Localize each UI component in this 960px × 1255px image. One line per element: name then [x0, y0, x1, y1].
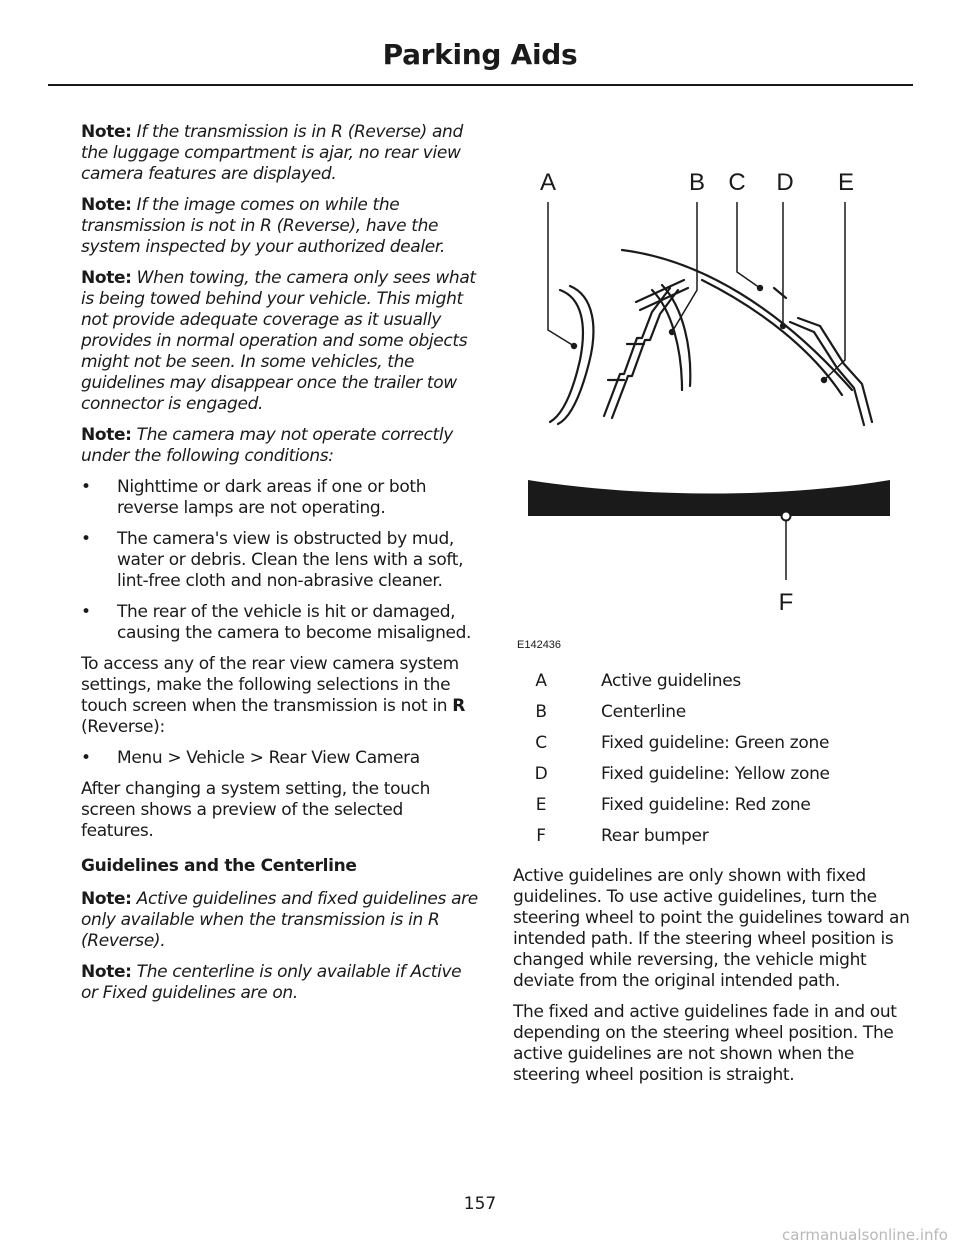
- fixed-guideline-left-inner: [612, 290, 678, 418]
- page-header-title: Parking Aids: [382, 38, 578, 71]
- access-text-post: (Reverse):: [81, 717, 165, 737]
- access-text-gear: R: [452, 696, 466, 716]
- guidelines-fade-paragraph: The fixed and active guidelines fade in and out depending on the steering wheel position. The active guidelines are not shown when the steering wheel position is straight.: [513, 1002, 897, 1085]
- note-image-not-reverse: [81, 195, 478, 258]
- rear-bumper: [528, 480, 890, 516]
- section-subheading: Guidelines and the Centerline: [81, 856, 357, 876]
- page-number: 157: [463, 1194, 497, 1214]
- left-column: [81, 122, 478, 1014]
- legend-key: B: [535, 702, 547, 722]
- guideline-arc-inner: [702, 280, 842, 395]
- callout-d-dot: [780, 323, 786, 329]
- after-change-paragraph: After changing a system setting, the touch screen shows a preview of the selected features.: [81, 779, 431, 841]
- note-text: If the image comes on while the transmission is not in R (Reverse), have the system inspected by your authorized dealer.: [81, 195, 445, 257]
- legend-value: Rear bumper: [601, 826, 709, 846]
- active-guideline-left: [550, 290, 583, 422]
- note-label: Note:: [81, 889, 132, 909]
- right-column: [513, 866, 913, 1096]
- callout-a-leader: [548, 202, 574, 346]
- legend-key: F: [536, 826, 546, 846]
- legend-key: D: [534, 764, 548, 784]
- callout-c-dot: [757, 285, 763, 291]
- legend-row: [513, 671, 913, 702]
- condition-item: • Nighttime or dark areas if one or both reverse lamps are not operating.: [81, 477, 478, 519]
- figure-label-d: D: [776, 169, 794, 196]
- access-text-pre: To access any of the rear view camera system settings, make the following selections in the touch screen when the transmission is not in: [81, 654, 459, 716]
- legend-value: Fixed guideline: Yellow zone: [601, 764, 830, 784]
- note-centerline-availability: [81, 962, 478, 1004]
- note-text: The centerline is only available if Active or Fixed guidelines are on.: [81, 962, 462, 1003]
- fixed-guideline-left: [604, 288, 670, 416]
- figure-label-b: B: [688, 169, 706, 196]
- header-divider: [48, 84, 913, 86]
- note-text: The camera may not operate correctly under the following conditions:: [81, 425, 453, 466]
- active-guideline-left-inner: [558, 286, 593, 424]
- condition-item: • The camera's view is obstructed by mud, water or debris. Clean the lens with a soft, lint-free cloth and non-abrasive cleaner.: [81, 529, 478, 592]
- legend-key: C: [535, 733, 547, 753]
- callout-b-leader: [672, 202, 697, 332]
- callout-a-dot: [571, 343, 577, 349]
- fixed-guideline-right: [774, 288, 786, 298]
- figure-legend: [513, 671, 913, 857]
- callout-e-dot: [821, 377, 827, 383]
- legend-row: [513, 733, 913, 764]
- note-text: If the transmission is in R (Reverse) and the luggage compartment is ajar, no rear view camera features are displayed.: [81, 122, 463, 184]
- callout-b-dot: [669, 329, 675, 335]
- note-label: Note:: [81, 425, 132, 445]
- active-guidelines-paragraph: Active guidelines are only shown with fixed guidelines. To use active guidelines, turn the steering wheel to point the guidelines toward an intended path. If the steering wheel position is changed while reversing, the vehicle might deviate from the original intended path.: [513, 866, 910, 991]
- watermark: carmanualsonline.info: [782, 1226, 948, 1244]
- figure-code: E142436: [517, 639, 562, 651]
- rear-camera-guidelines-diagram: [512, 160, 912, 660]
- note-text: Active guidelines and fixed guidelines are only available when the transmission is in R (Reverse).: [81, 889, 478, 951]
- figure-label-f: F: [778, 589, 794, 616]
- access-settings-paragraph: [81, 654, 478, 738]
- legend-value: Fixed guideline: Green zone: [601, 733, 830, 753]
- note-towing: [81, 268, 478, 415]
- legend-key: A: [535, 671, 547, 691]
- legend-row: [513, 826, 913, 857]
- condition-item: • The rear of the vehicle is hit or damaged, causing the camera to become misaligned.: [81, 602, 478, 644]
- legend-value: Centerline: [601, 702, 686, 722]
- note-label: Note:: [81, 122, 132, 142]
- menu-path-item: • Menu > Vehicle > Rear View Camera: [81, 748, 478, 769]
- note-label: Note:: [81, 962, 132, 982]
- note-camera-conditions: [81, 425, 478, 467]
- note-label: Note:: [81, 268, 132, 288]
- legend-key: E: [535, 795, 547, 815]
- figure-label-a: A: [539, 169, 557, 196]
- legend-row: [513, 795, 913, 826]
- note-text: When towing, the camera only sees what is being towed behind your vehicle. This might not provide adequate coverage as it usually provides in normal operation and some objects might not be seen. In some vehicles, the guidelines may disappear once the trailer tow connector is engaged.: [81, 268, 476, 414]
- legend-row: [513, 702, 913, 733]
- legend-value: Active guidelines: [601, 671, 741, 691]
- note-luggage-ajar: [81, 122, 478, 185]
- callout-f-dot: [782, 512, 791, 521]
- legend-row: [513, 764, 913, 795]
- figure-label-c: C: [728, 169, 746, 196]
- figure-label-e: E: [837, 169, 855, 196]
- note-guidelines-availability: [81, 889, 478, 952]
- callout-c-leader: [737, 202, 760, 288]
- note-label: Note:: [81, 195, 132, 215]
- legend-value: Fixed guideline: Red zone: [601, 795, 811, 815]
